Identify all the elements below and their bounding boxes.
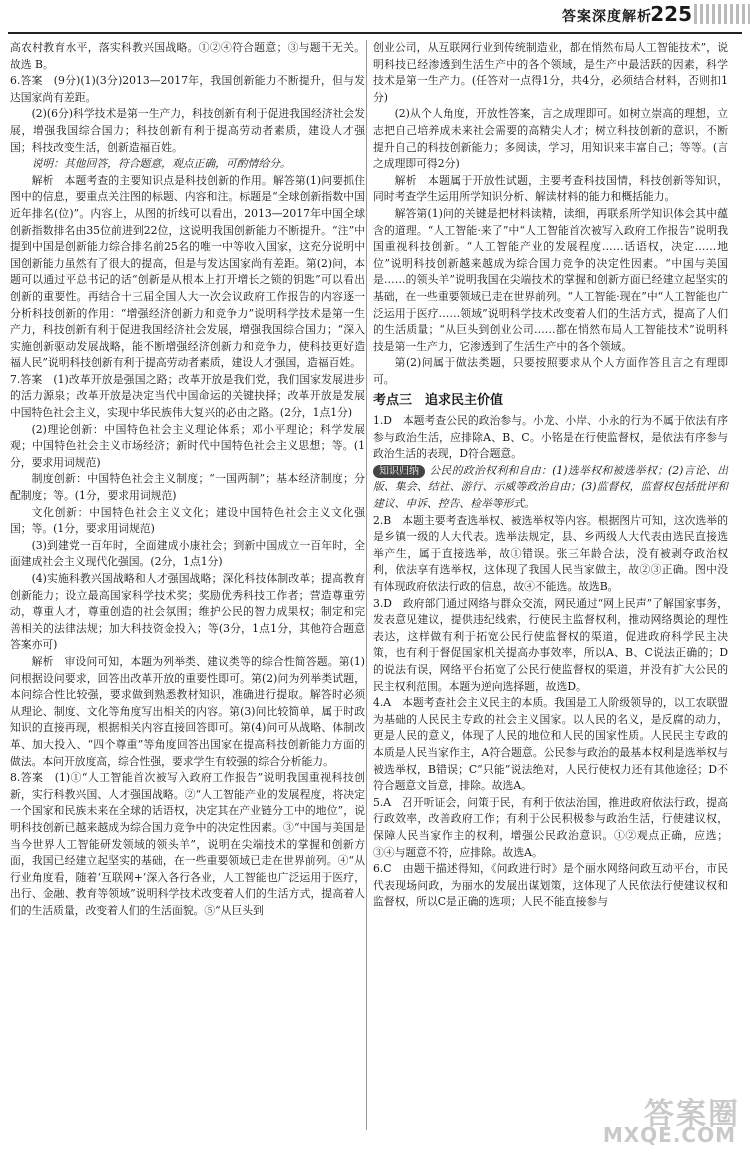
page-number: 225 (650, 2, 692, 26)
knowledge-tip-badge: 知识归纳 (373, 465, 425, 478)
paragraph: 解答第(1)问的关键是把材料读精，读细，再联系所学知识体会其中蕴含的道理。“人工智能·来了”中“人工智能首次被写入政府工作报告”说明我国重视科技创新。“人工智能产业的发展程度……话语权，决定……地位”说明科技创新越来越成为综合国力竞争的决定性因素。“中国与美国是……的领头羊”说明我国在尖端技术的掌握和创新方面已经建立起坚实的基础，在一些重要领域已走在世界前列。“人工智能·现在”中“人工智能也广泛运用于医疗……领域”说明科学技术改变着人们的生活方式，提高了人们的生活质量；“从巨头到创业公司……都在悄然布局人工智能技术”说明科技是第一生产力，它渗透到了生活生产中的各个领域。 (373, 206, 728, 353)
header-decoration (694, 4, 750, 24)
answer-2: 2.B 本题主要考查选举权、被选举权等内容。根据图片可知，这次选举的是乡镇一级的人大代表。选举法规定，县、乡两级人大代表由选民直接选举产生，属于直接选举，故①错误。张三年龄合法，没有被剥夺政治权利，依法享有选举权，这体现了我国人民当家做主，故②③正确。图中没有体现政府依法行政的信息，故④不能选。故选B。 (373, 513, 728, 593)
answer-6: 6.答案 (9分)(1)(3分)2013—2017年，我国创新能力不断提升，但与发达国家尚有差距。 (10, 74, 365, 104)
analysis-8: 解析 本题属于开放性试题，主要考查科技国情，科技创新等知识，同时考查学生运用所学知识分析、解读材料的能力和概括能力。 (373, 173, 728, 204)
paragraph: (3)到建党一百年时，全面建成小康社会；到新中国成立一百年时，全面建成社会主义现代化强国。(2分，1点1分) (10, 538, 365, 569)
paragraph: (2)理论创新：中国特色社会主义理论体系；邓小平理论；科学发展观；中国特色社会主义市场经济；新时代中国特色社会主义思想；等。(1分，要求用词规范) (10, 422, 365, 469)
answer-5: 5.A 召开听证会，问策于民，有利于依法治国，推进政府依法行政，提高行政效率，改善政府工作；有利于公民积极参与政治生活，行使建议权，保障人民当家作主的权利，增强公民政治意识。①②观点正确，应选；③④与题意不符，应排除。故选A。 (373, 795, 728, 859)
answer-8: 8.答案 (1)①“人工智能首次被写入政府工作报告”说明我国重视科技创新，实行科教兴国、人才强国战略。②“人工智能产业的发展程度，将决定一个国家和民族未来在全球的话语权，决定其在产业链分工中的地位”，说明科技创新已越来越成为综合国力竞争中的决定性因素。③“中国与美国是当今世界人工智能研发领域的领头羊”，说明在尖端技术的掌握和创新方面，我国已经建立起坚实的基础，在一些重要领域已走在世界前列。④“从行业角度看，随着‘互联网+’深入各行各业，人工智能也广泛运用于医疗，出行、金融、教育等领域”说明科学技术改变着人们的生活方式，提高着人们的生活质量，改变着人们的生活面貌。⑤“从巨头到 (10, 771, 365, 917)
right-column (373, 40, 728, 911)
column-divider (366, 40, 367, 1130)
paragraph: 文化创新：中国特色社会主义文化；建设中国特色社会主义文化强国；等。(1分，要求用词规范) (10, 505, 365, 536)
watermark (590, 1089, 740, 1147)
answer-3: 3.D 政府部门通过网络与群众交流，网民通过“网上民声”了解国家事务，发表意见建议，提供违纪线索，行使民主监督权利，推动网络舆论的理性表达，这样做有利于拓宽公民行使监督权的渠道，促进政府科学民主决策，也有利于督促国家机关提高办事效率，所以A、B、C说法正确的；D的说法有误，网络平台拓宽了公民行使监督权的渠道，并没有扩大公民的民主权利范围。本题为逆向选择题，故选D。 (373, 596, 728, 693)
watermark-url: MXQE.COM (602, 1123, 736, 1147)
knowledge-tip (373, 463, 728, 513)
paragraph: 高农村教育水平，落实科教兴国战略。①②④符合题意；③与题干无关。故选 B。 (10, 41, 365, 71)
paragraph: (4)实施科教兴国战略和人才强国战略；深化科技体制改革；提高教育创新能力；设立最高国家科学技术奖；奖励优秀科技工作者；营造尊重劳动，尊重人才，尊重创造的社会氛围；维护公民的智力成果权；制定和完善相关的法律法规；加大科技资金投入；等(3分，1点1分，其他符合题意答案亦可) (10, 572, 365, 652)
answer-6-right: 6.C 由题干描述得知，《问政进行时》是个丽水网络问政互动平台，市民代表现场问政，为丽水的发展出谋划策，这体现了人民依法行使建议权和监督权，所以C是正确的选项；人民不能直接参与 (373, 862, 728, 909)
answer-4: 4.A 本题考查社会主义民主的本质。我国是工人阶级领导的，以工农联盟为基础的人民民主专政的社会主义国家。以人民的名义，是反腐的动力，更是人民的意义，体现了人民的地位和人民的国家性质。人民民主专政的本质是人民当家作主，A符合题意。公民参与政治的最基本权利是选举权与被选举权，B错误；C“只能”说法绝对，人民行使权力还有其他途径；D不符合题意文旨意，排除。故选A。 (373, 696, 728, 793)
knowledge-tip-text: 公民的政治权利和自由：(1)选举权和被选举权；(2)言论、出版、集会、结社、游行、示威等政治自由；(3)监督权，监督权包括批评和建议、申诉、控告、检举等形式。 (373, 463, 728, 511)
header-rule (8, 32, 742, 34)
answer-1: 1.D 本题考查公民的政治参与。小龙、小岸、小永的行为不属于依法有序参与政治生活，应排除A、B、C。小铭是在行使监督权，是依法有序参与政治生活的表现，D符合题意。 (373, 414, 728, 461)
note: 说明：其他回答，符合题意，观点正确，可酌情给分。 (31, 157, 291, 171)
left-column (10, 40, 365, 919)
analysis-6: 解析 本题考查的主要知识点是科技创新的作用。解答第(1)问要抓住图中的信息，要重点关注图的标题、内容和注。标题是“全球创新指数中国近年排名(位)”。内容上，从图的折线可以看出，2013—2017年中国全球创新指数排名由35位前进到22位，这说明我国创新能力不断提升。“注”中提到中国是创新能力综合排名前25名的唯一中等收入国家，这充分说明中国创新能力虽然有了很大的提高，但是与发达国家尚有差距。第(2)问，本题可以通过平总书记的话“创新是从根本上打开增长之锁的钥匙”可以看出创新的重要性。再结合十三届全国人大一次会议政府工作报告的内容逐一分析科技创新的作用：“增强经济创新力和竞争力”说明科学技术是第一生产力，科技创新有利于促进我国经济社会发展，增强我国综合国力；“深入实施创新驱动发展战略，能不断增强经济创新力和竞争力，使科技更好造福人民”说明科技创新有利于提高劳动者素质，建设人才强国，造福百姓。 (10, 173, 365, 370)
watermark-logo: 答案圈 (644, 1097, 740, 1132)
answer-7: 7.答案 (1)改革开放是强国之路；改革开放是我们党，我们国家发展进步的活力源泉；改革开放是决定当代中国命运的关键抉择；改革开放是发展中国特色社会主义，实现中华民族伟大复兴的必由之路。(2分，1点1分) (10, 372, 365, 420)
paragraph: 创业公司，从互联网行业到传统制造业，都在悄然布局人工智能技术”，说明科技已经渗透到生活生产中的各个领域，是生产中最活跃的因素，科学技术是第一生产力。(任答对一点得1分，共4分，必须结合材料，否则扣1分) (373, 41, 728, 104)
paragraph: 制度创新：中国特色社会主义制度；“一国两制”；基本经济制度；分配制度；等。(1分，要求用词规范) (10, 472, 365, 503)
paragraph: 第(2)问属于做法类题，只要按照要求从个人方面作答且言之有理即可。 (373, 356, 728, 386)
paragraph: (2)从个人角度，开放性答案，言之成理即可。如树立崇高的理想，立志把自己培养成未来社会需要的高精尖人才；树立科技创新的意识，不断提升自己的科技创新能力；多阅读，学习，用知识来丰富自己；等等。(言之成理即可得2分) (373, 107, 728, 171)
paragraph: (2)(6分)科学技术是第一生产力，科技创新有利于促进我国经济社会发展，增强我国综合国力；科技创新有利于提高劳动者素质，建设人才强国；科技改变生活，创新造福百姓。 (10, 107, 365, 154)
analysis-7: 解析 审设问可知，本题为列举类、建议类等的综合性简答题。第(1)问根据设问要求，回答出改革开放的重要性即可。第(2)问为列举类试题，本问综合性比较强，要求做到熟悉教材知识，准确进行提取。解答时必须从理论、制度、文化等角度写出相关的内容。第(3)问比较简单，属于时政知识的直接再现，根据相关内容直接回答即可。第(4)问可从战略、体制改革、加大投入、“四个尊重”等角度回答出国家在提高科技创新能力方面的做法。本问开放度高，综合性强，要求学生有较强的综合分析能力。 (10, 654, 365, 768)
header-title: 答案深度解析 (562, 9, 652, 25)
section-title: 考点三 追求民主价值 (373, 393, 504, 409)
